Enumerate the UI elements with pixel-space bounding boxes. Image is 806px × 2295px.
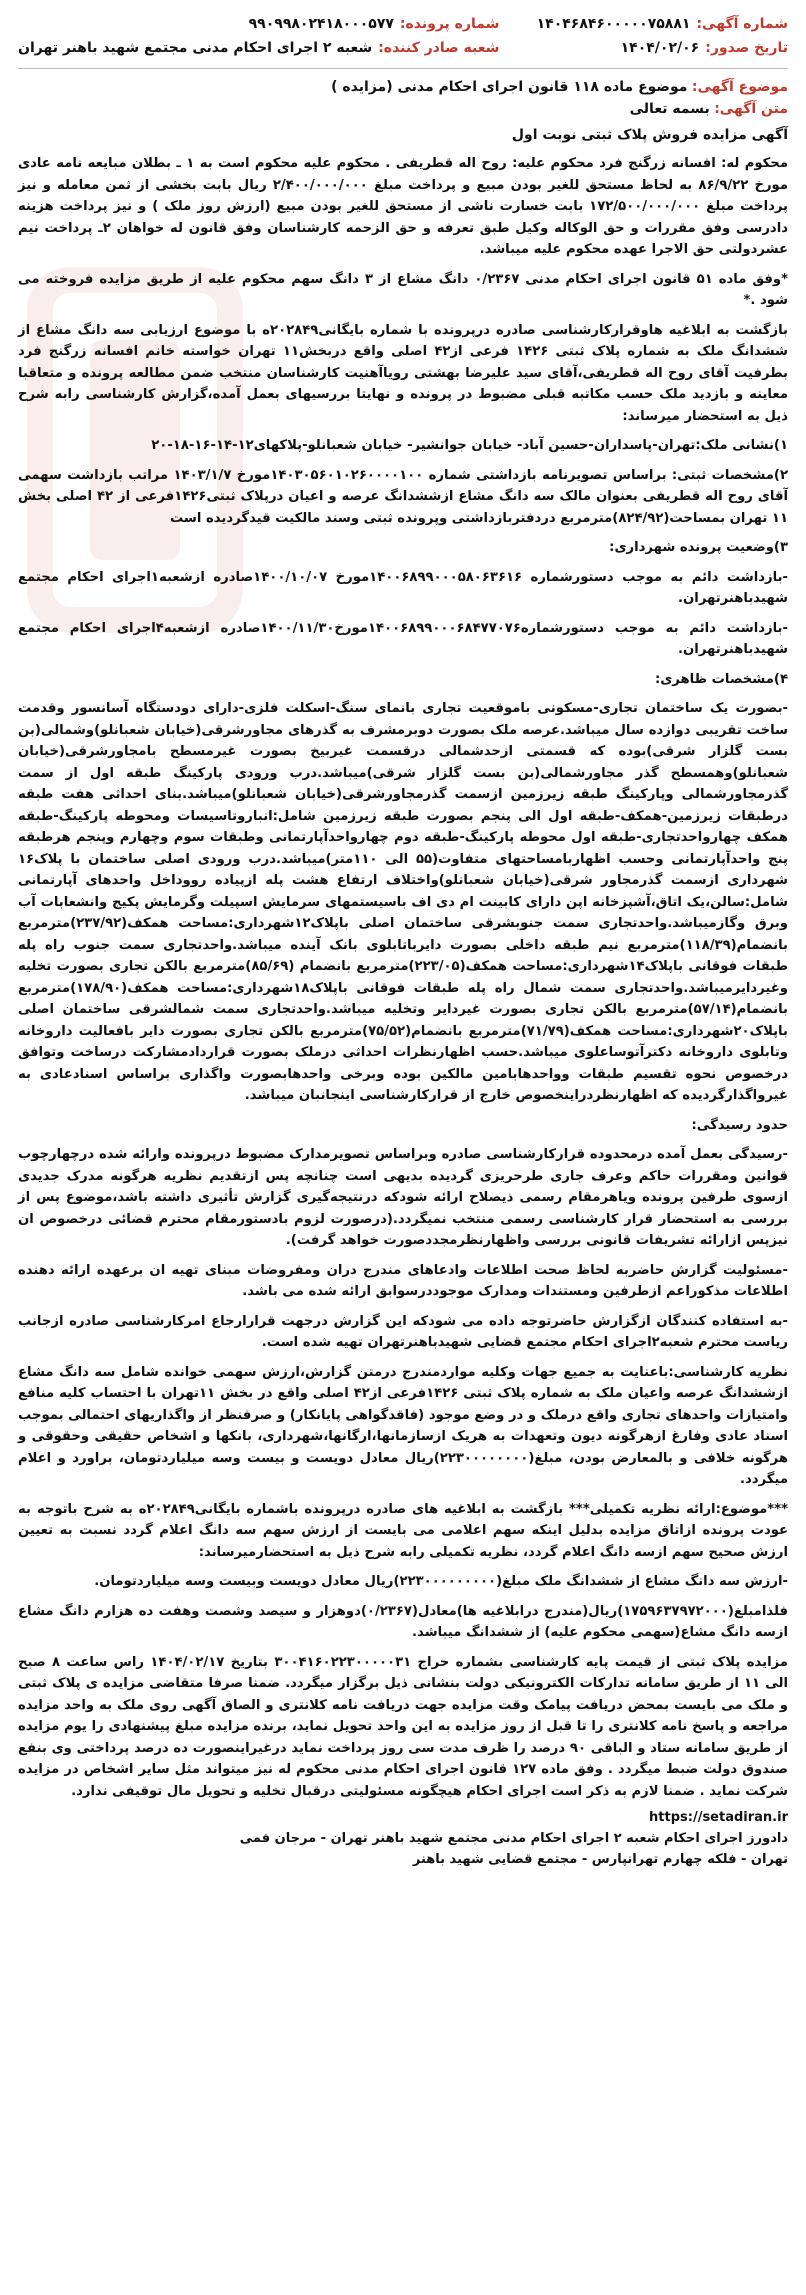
issuing-branch-field <box>18 40 499 56</box>
paragraph-share-value: فلذامبلغ(۱۷۵۹۶۳۷۹۷۲۰۰۰)ریال(مندرج درابلاغیه ها)معادل(۰/۲۳۶۷)دوهزار و سیصد وشصت وهفت ده هزارم دانگ مشاع ازسه دانگ مشاع(سهمی محکوم علیه) از ششدانگ میباشد. <box>18 1603 788 1640</box>
ad-number-value: ۱۴۰۴۶۸۴۶۰۰۰۰۰۷۵۸۸۱ <box>536 16 691 32</box>
paragraph-supplementary-opinion: ***موضوع:ارائه نظریه تکمیلی*** بازگشت به ابلاغیه های صادره درپرونده باشماره بایگانی۲۰۲۸۴۹ه به شرح باتوجه به عودت پرونده ازاتاق مزایده بدلیل اینکه سهم اعلامی می بایست از ارزش سهم سه دانگ اعلام گردد نسبت به تعیین ارزش صحیح سهم ازسه دانگ اعلام گردد، نظریه تکمیلی رابه شرح ذیل به استحضارمیرساند: <box>18 1501 788 1560</box>
footer-officer: دادورز اجرای احکام شعبه ۲ اجرای احکام مدنی مجتمع شهید باهنر تهران - مرجان فمی <box>239 1831 788 1846</box>
issue-date-field <box>519 40 788 56</box>
issuing-branch-label: شعبه صادر کننده: <box>378 40 500 56</box>
paragraph-expert-referral: بازگشت به ابلاغیه هاوقرارکارشناسی صادره درپرونده با شماره بایگانی۲۰۲۸۴۹ه با موضوع ارزیابی سه دانگ مشاع از ششدانگ ملک به شماره پلاک ثبتی ۱۴۲۶ فرعی از۴۲ اصلی واقع دربخش۱۱ تهران خواسته خانم افسانه زرگنج فرد بطرفیت آقای روح اله قطریفی،آقای سید علیرضا بهشتی رویاآهنیت کارشناسان منتخب ضمن مطالعه پرونده و متعاقبا معاینه و بازدید ملک حسب مکاتبه قبلی مضبوط در پرونده و نهایتا بررسیهای بعمل آمده،گزارش کارشناسی رابه شرح ذیل به استحضار میرساند: <box>18 322 789 424</box>
body-intro-value: بسمه تعالی <box>629 101 710 117</box>
paragraph-seizure-2: -بازداشت دائم به موجب دستورشماره۱۴۰۰۶۸۹۹۰۰۰۶۸۴۷۷۰۷۶مورخ۱۴۰۰/۱۱/۳۰صادره ازشعبه۴اجرای احکام مجتمع شهیدباهنرتهران. <box>18 620 788 657</box>
case-number-value: ۹۹۰۹۹۸۰۲۴۱۸۰۰۰۵۷۷ <box>248 16 394 32</box>
subject-label: موضوع آگهی: <box>691 79 788 95</box>
body-intro-row <box>18 101 788 117</box>
issuing-branch-value: شعبه ۲ اجرای احکام مدنی مجتمع شهید باهنر تهران <box>18 40 373 56</box>
setad-link-row <box>18 1810 788 1825</box>
subject-value: موضوع ماده ۱۱۸ قانون اجرای احکام مدنی (مزایده ) <box>331 79 688 95</box>
paragraph-expert-opinion: نظریه کارشناسی:باعنایت به جمیع جهات وکلیه مواردمندرج درمتن گزارش،ارزش سهمی خوانده شامل سه دانگ مشاع ازششدانگ عرصه واعیان ملک به شماره پلاک ثبتی ۱۴۲۶فرعی از۴۲ اصلی واقع در بخش ۱۱تهران با احتساب کلیه منافع وامتیازات واحدهای تجاری واقع درملک و در وضع موجود (فاقدگواهی پایانکار) و صرفنظر از واگذاریهای احتمالی بموجب اسناد عادی وفارغ ازهرگونه دیون وتعهدات به هریک ازسازمانها،ارگانها،شهرداری، بانکها و اشخاص حقیقی وحقوقی و هرگونه خلافی و بالمعارض بودن، مبلغ(۲۲۳۰۰۰۰۰۰۰۰)ریال معادل دویست و بیست وسه میلیاردتومان، براورد و اعلام میگردد. <box>18 1364 788 1487</box>
subject-row <box>18 79 788 95</box>
paragraph-scope-1: -رسیدگی بعمل آمده درمحدوده قرارکارشناسی صادره وبراساس تصویرمدارک مضبوط درپرونده وارائه شده درچهارچوب قوانین ومقررات حاکم وعرف جاری طرحریزی گردیده بدیهی است چنانچه پس ازتقدیم نظریه هرگونه مدرک جدیدی ازسوی طرفین پرونده ویاهرمقام رسمی ذیصلاح ارائه شودکه درنتیجه‌گیری گزارش تأثیری داشته باشد،موضوع پس از بررسی به استحضار قرار کارشناسی رسمی منتخب نمیگردد.(درصورت لزوم بادستورمقام محترم قضائی درخصوص ان نیزپس ازارائه تشریفات قانونی بررسی واظهارنظرمجددصورت خواهد گرفت). <box>18 1147 788 1248</box>
header-divider <box>18 68 788 69</box>
paragraph-parties: محکوم له: افسانه زرگنج فرد محکوم علیه: روح اله قطریفی . محکوم علیه محکوم است به ۱ ـ بطلان مبایعه نامه عادی مورخ ۸۶/۹/۲۲ به لحاظ مستحق للغیر بودن مبیع و پرداخت مبلغ ۲/۴۰۰/۰۰۰/۰۰۰ ریال بابت بخشی از ثمن معامله و نیز پرداخت مبلغ ۱۷۲/۵۰۰/۰۰۰/۰۰۰ بابت خسارت ناشی از مستحق للغیر بودن مبیع (ارزش روز ملک ) و نیز پرداخت هزینه دادرسی وفق مقررات و حق الوکاله وکیل طبق تعرفه و حق الزحمه کارشناسان وفق قانون له خواهان ۲ـ پرداخت نیم عشردولتی حق الاجرا عهده محکوم علیه میباشد. <box>18 156 789 257</box>
body-intro-label: متن آگهی: <box>714 101 788 117</box>
ad-number-label: شماره آگهی: <box>696 16 788 32</box>
issue-date-value: ۱۴۰۴/۰۲/۰۶ <box>620 40 700 56</box>
paragraph-municipality-heading: ۳)وضعیت پرونده شهرداری: <box>609 540 788 555</box>
paragraph-registration: ۲)مشخصات ثبتی: براساس تصویرنامه بازداشتی شماره ۱۴۰۳۰۵۶۰۱۰۲۶۰۰۰۰۱۰۰مورخ ۱۴۰۳/۱/۷ مراتب بازداشت سهمی آقای روح اله قطریفی بعنوان مالک سه دانگ مشاع ازششدانگ عرصه و اعیان درپلاک ثبتی۱۴۲۶فرعی از ۴۲ اصلی بخش ۱۱ تهران بمساحت(۸۲۴/۹۲)مترمربع دردفتربازداشتی وپرونده ثبتی وسند مالکیت قیدگردیده است <box>18 467 788 526</box>
paragraph-three-dang-value: -ارزش سه دانگ مشاع از ششدانگ ملک مبلغ(۲۲۳۰۰۰۰۰۰۰۰۰)ریال معادل دویست وبیست وسه میلیاردتومان. <box>94 1574 788 1589</box>
issue-date-label: تاریخ صدور: <box>705 40 788 56</box>
footer-address: تهران - فلکه چهارم تهرانپارس - مجتمع قضایی شهید باهنر <box>412 1852 788 1867</box>
paragraph-physical-heading: ۴)مشخصات ظاهری: <box>654 671 788 687</box>
paragraph-scope-2: -مسئولیت گزارش حاضربه لحاظ صحت اطلاعات وادعاهای مندرج دران ومفروضات مبنای تهیه ان برعهده ارائه دهنده اطلاعات مذکوراعم ازطرفین ومستندات ومدارک موجوددرسوابق ارائه شده می باشد. <box>18 1262 788 1299</box>
paragraph-scope-3: -به استفاده کنندگان ازگزارش حاضرتوجه داده می شودکه این گزارش درجهت قرارارجاع امرکارشناسی صادره ازجانب ریاست محترم شعبه۲اجرای احکام مجتمع قضایی شهیدباهنرتهران تهیه شده است. <box>18 1313 788 1350</box>
case-number-label: شماره پرونده: <box>399 16 500 32</box>
paragraph-scope-heading: حدود رسیدگی: <box>691 1117 788 1133</box>
ad-number-field <box>519 16 788 32</box>
paragraph-physical-description: -بصورت یک ساختمان تجاری-مسکونی باموقعیت تجاری بانمای سنگ-اسکلت فلزی-دارای دودستگاه آسانسور وقدمت ساخت تقریبی دوازده سال میباشد.عرصه ملک بصورت دوبرمشرف به گذرهای مجاورشرقی(خیابان شعبانلو)وشمالی(بن بست گلزار شرقی)بوده که قسمتی ازحدشمالی درقسمت غیربیخ بصورت غیرمسطح بامجاورشرقی(خیابان شعبانلو)وهمسطح گذر مجاورشمالی(بن بست گلزار شرقی)میباشد.درب ورودی پارکینگ طبقه اول از سمت گذرمجاورشمالی وپارکینگ طبقه زیرزمین ازسمت گذرمجاورشرقی(خیابان شعبانلو)میباشد.بنای احداثی هفت طبقه درطبقات زیرزمین-همکف-طبقه اول الی پنجم بصورت طبقه زیرزمین شامل:انباروتاسیسات ومحوطه پارکینگ-طبقه همکف چهارواحدتجاری-طبقه اول محوطه پارکینگ-طبقه دوم چهارواحدآپارتمانی وطبقات سوم وچهارم وپنجم هرطبقه پنج واحدآپارتمانی وحسب اظهاربامساحتهای متفاوت(۵۵ الی ۱۱۰متر)میباشد.درب ورودی اصلی ساختمان با پلاک۱۶ شهرداری ازسمت گذرمجاور شرقی(خیابان شعبانلو)واختلاف ارتفاع هشت پله ازپیاده رووداخل واحدهای آپارتمانی شامل:سالن،یک اتاق،آشپزخانه اپن دارای کابینت ام دی اف باسیستمهای سرمایش اسپیلت وگرمایش پکیج وانشعابات آب وبرق وگازمیباشد.واحدتجاری سمت جنوبشرقی ساختمان اصلی باپلاک۱۲شهرداری:مساحت همکف(۲۳۷/۹۲)مترمربع بانضمام(۱۱۸/۳۹)مترمربع نیم طبقه داخلی بصورت دایرباتابلوی بانک آینده میباشد.واحدتجاری سمت جنوب راه پله طبقات فوقانی باپلاک۱۴شهرداری:مساحت همکف(۲۲۳/۰۵)مترمربع بانضمام (۸۵/۶۹)مترمربع بالکن تجاری بصورت تخلیه وغیردایرمیباشد.واحدتجاری سمت شمال راه پله طبقات فوقانی باپلاک۱۸شهرداری:مساحت همکف(۱۷۸/۹۰)مترمربع بانضمام(۵۷/۱۴)مترمربع بالکن تجاری بصورت غیردایر وتخلیه میباشد.واحدتجاری سمت شمالشرقی ساختمان اصلی باپلاک۲۰شهرداری:مساحت همکف(۷۱/۷۹)مترمربع بانضمام(۷۵/۵۲)مترمربع بالکن تجاری بصورت دایر بافعالیت داروخانه وتابلوی داروخانه دکترآتوساعلوی میباشد.حسب اظهارنظرات احداثی درملک بصورت قراردادمشارکت درساخت وتوافق درخصوص نحوه تقسیم طبقات وواحدهابامین مالکین بوده وبرخی واحدهابصورت واگذاری براساس اسنادعادی به غیرواگذارگردیده که اظهارنظردراینخصوص خارج از قرارکارشناسی اینجانبان میباشد. <box>18 701 788 1103</box>
paragraph-auction-terms: مزایده پلاک ثبتی از قیمت پایه کارشناسی بشماره حراج ۳۰۰۴۱۶۰۲۲۳۰۰۰۰۰۳۱ بتاریخ ۱۴۰۴/۰۲/۱۷ راس ساعت ۸ صبح الی ۱۱ از طریق سامانه تدارکات الکترونیکی دولت بنشانی ذیل برگزار میگردد. ضمنا صرفا متقاضی مزایده ی پلاک ثبتی و ملک می بایست بمحض دریافت پیامک وقت مزایده جهت دریافت نامه کلانتری و الصاق آگهی روی ملک به واحد مزایده مراجعه و پاسخ نامه کلانتری را تا قبل از روز مزایده به این واحد تحویل نماید، برنده مزایده مبلغ پیشنهادی را یوم مزایده از طریق سامانه ستاد و الباقی ۹۰ درصد را ظرف مدت سی روز پرداخت نماید درغیراینصورت ده درصد پرداختی وی بنفع صندوق دولت ضبط میگردد . وفق ماده ۱۲۷ قانون اجرای احکام مدنی محکوم له نیز میتواند مثل سایر اشخاص در مزایده شرکت نماید . ضمنا لازم به ذکر است اجرای احکام هیچگونه مسئولیتی درقبال تخلیه و تحویل مال توقیفی ندارد. <box>18 1654 789 1799</box>
paragraph-article-51: *وفق ماده ۵۱ قانون اجرای احکام مدنی ۰/۲۳۶۷ دانگ مشاع از ۳ دانگ سهم محکوم علیه از طریق مزایده فروخته می شود .* <box>18 271 789 308</box>
setad-link[interactable]: https://setadiran.ir <box>649 1810 788 1825</box>
paragraph-address: ۱)نشانی ملک:تهران-پاسداران-حسین آباد- خیابان جوانشیر- خیابان شعبانلو-پلاکهای۱۲-۱۴-۱۶-۱۸-۲۰ <box>151 438 788 453</box>
case-number-field <box>18 16 499 32</box>
notice-title: آگهی مزایده فروش پلاک ثبتی نوبت اول <box>511 127 788 143</box>
header-meta <box>18 16 788 56</box>
paragraph-seizure-1: -بازداشت دائم به موجب دستورشماره ۱۴۰۰۶۸۹۹۰۰۰۵۸۰۶۳۶۱۶مورخ ۱۴۰۰/۱۰/۰۷صادره ازشعبه۱اجرای احکام مجتمع شهیدباهنرتهران. <box>18 569 789 606</box>
